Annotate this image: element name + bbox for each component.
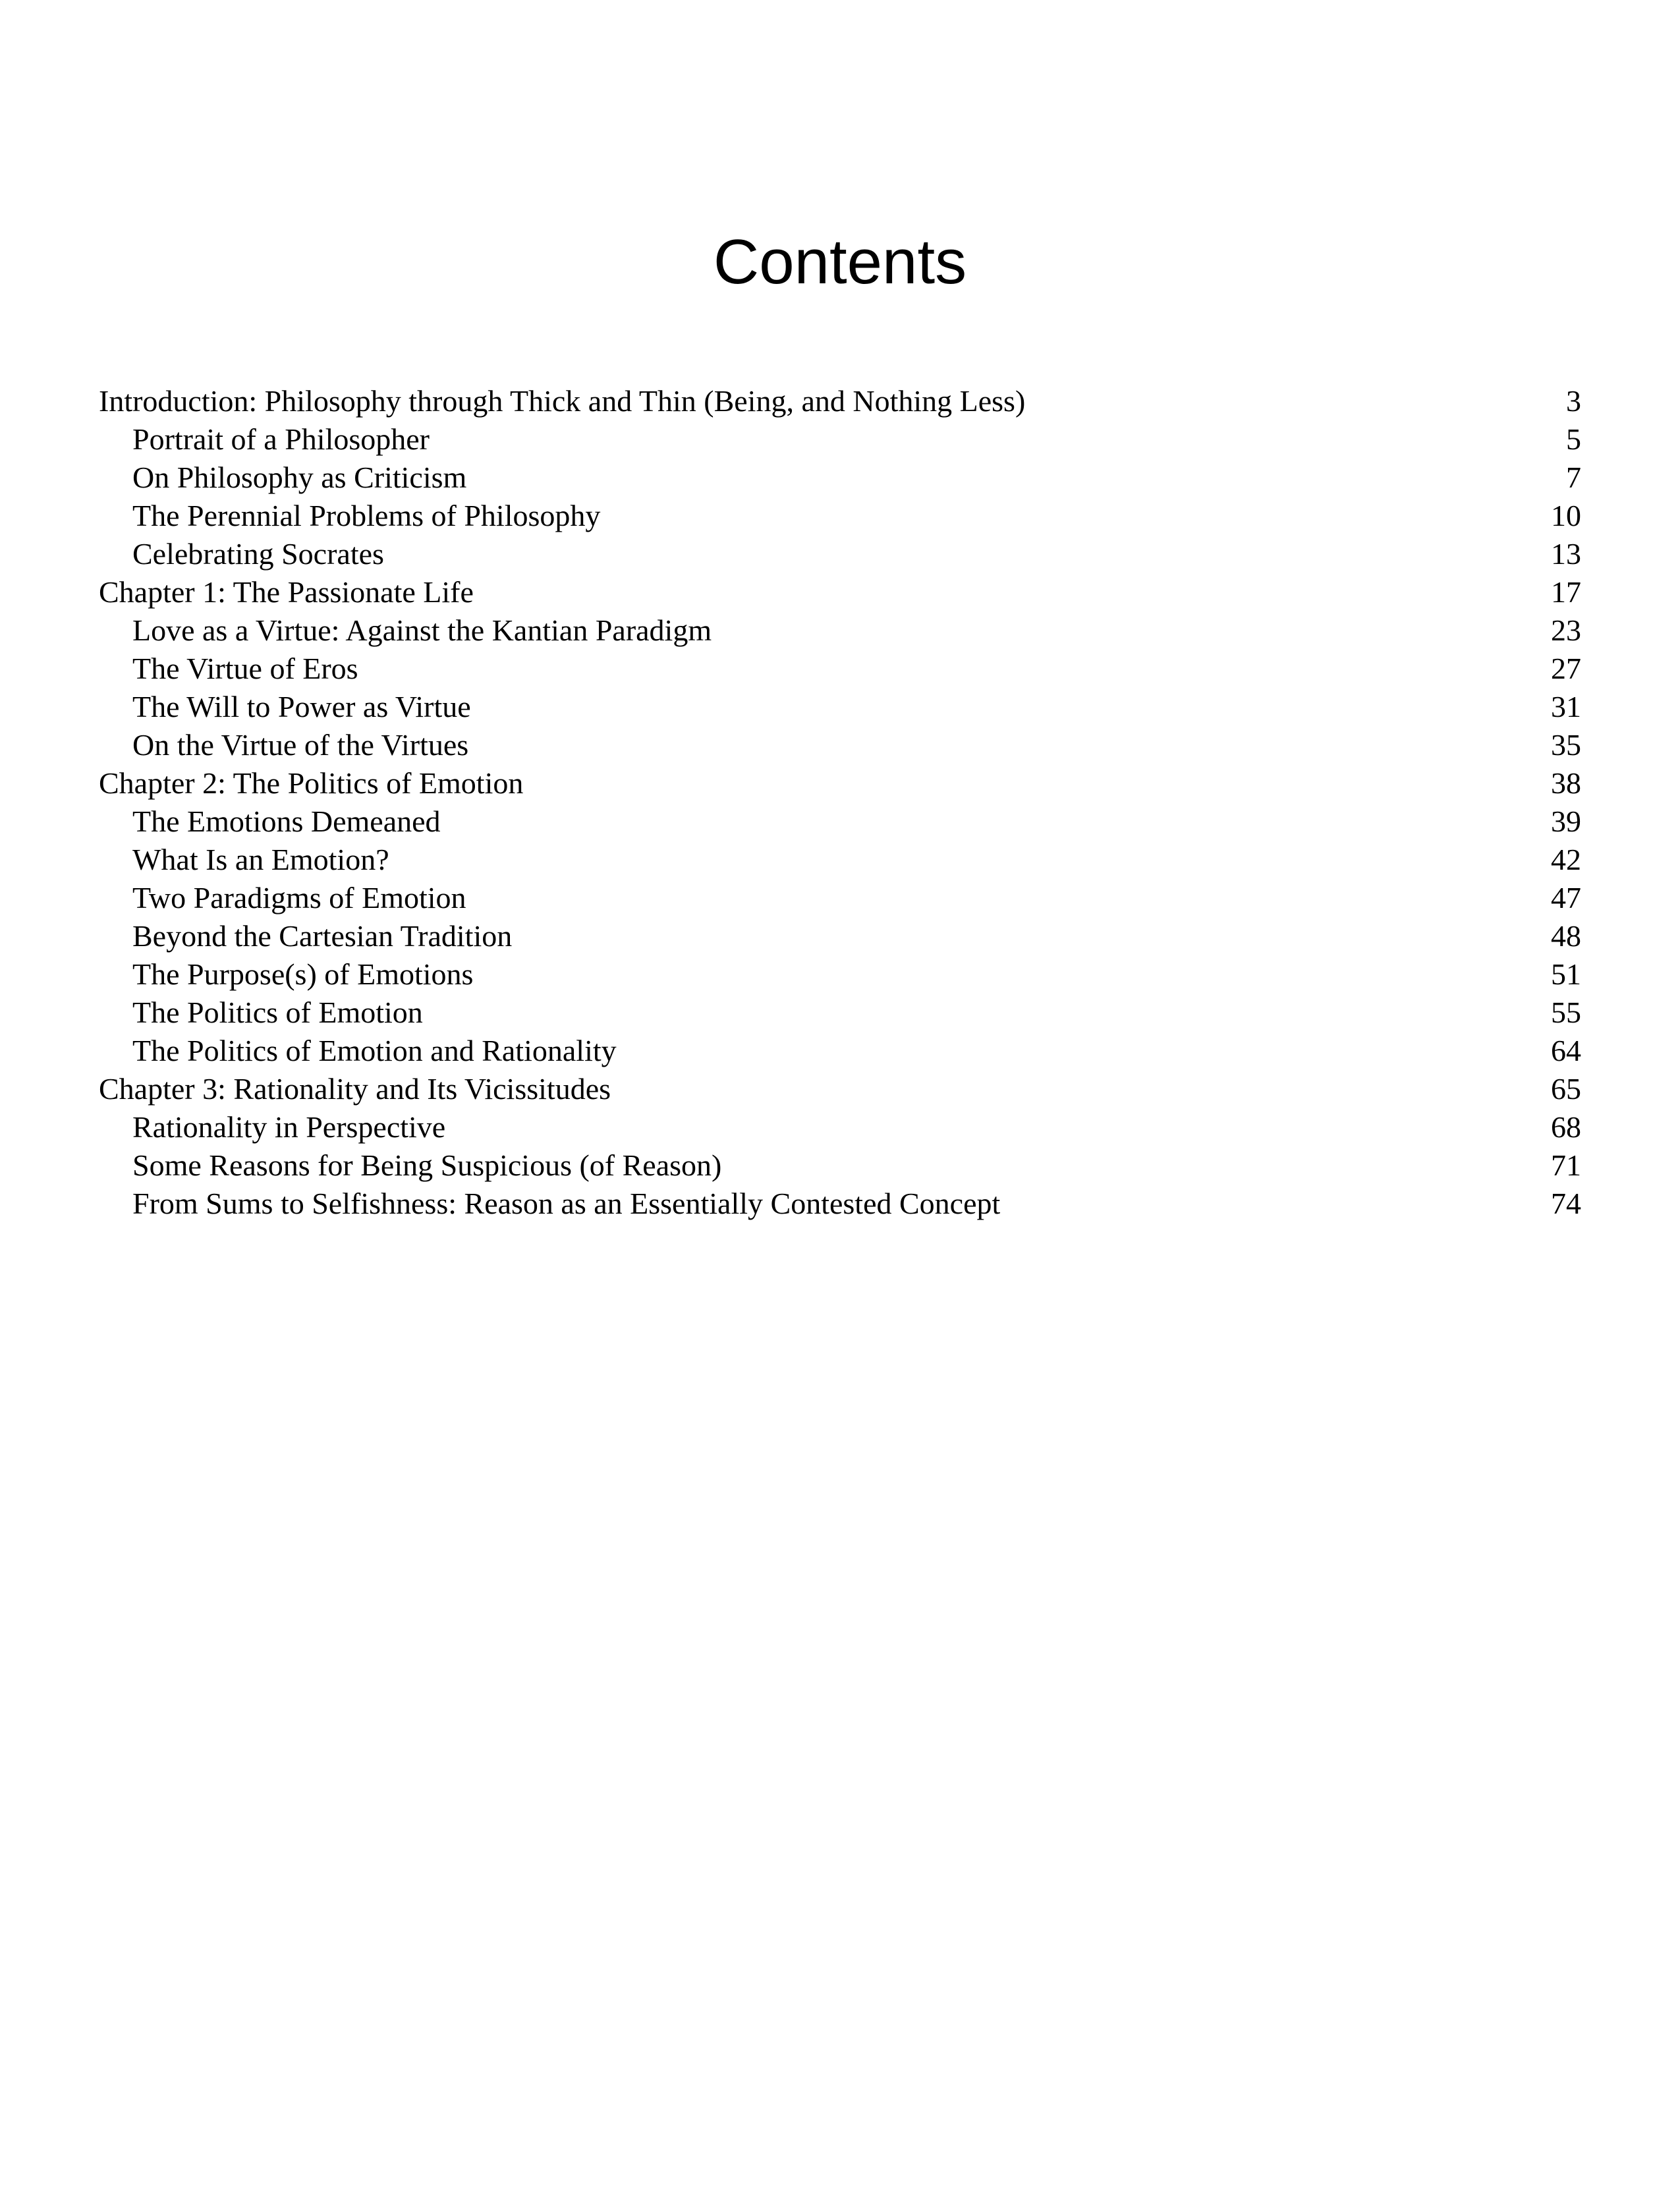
toc-page-number: 71 (1551, 1148, 1581, 1182)
toc-section-entry (99, 802, 1581, 841)
toc-page-number: 64 (1551, 1034, 1581, 1067)
page-title: Contents (713, 227, 967, 297)
toc-entry-label: Chapter 2: The Politics of Emotion (99, 766, 524, 800)
toc-page-number: 3 (1566, 384, 1581, 418)
toc-chapter-entry (99, 1070, 1581, 1108)
toc-page-number: 27 (1551, 652, 1581, 685)
toc-section-entry (99, 917, 1581, 955)
toc-section-entry (99, 726, 1581, 764)
toc-chapter-entry (99, 764, 1581, 802)
toc-entry-label: Introduction: Philosophy through Thick and Thin (Being, and Nothing Less) (99, 384, 1026, 418)
toc-section-entry (99, 955, 1581, 994)
toc-section-entry (99, 1032, 1581, 1070)
toc-entry-label: Beyond the Cartesian Tradition (132, 919, 513, 953)
toc-page-number: 5 (1566, 422, 1581, 456)
toc-section-entry (99, 1108, 1581, 1146)
toc-entry-label: The Politics of Emotion and Rationality (132, 1034, 617, 1067)
toc-page-number: 31 (1551, 690, 1581, 723)
toc-entry-label: Portrait of a Philosopher (132, 422, 430, 456)
toc-entry-label: Chapter 3: Rationality and Its Vicissitudes (99, 1072, 611, 1106)
toc-section-entry (99, 611, 1581, 650)
toc-page-number: 38 (1551, 766, 1581, 800)
toc-entry-label: Rationality in Perspective (132, 1110, 446, 1144)
toc-section-entry (99, 841, 1581, 879)
toc-section-entry (99, 535, 1581, 573)
toc-page-number: 74 (1551, 1187, 1581, 1220)
toc-chapter-entry (99, 573, 1581, 611)
toc-section-entry (99, 420, 1581, 459)
toc-page-number: 23 (1551, 613, 1581, 647)
toc-section-entry (99, 650, 1581, 688)
toc-section-entry (99, 688, 1581, 726)
toc-entry-label: What Is an Emotion? (132, 843, 389, 876)
toc-section-entry (99, 497, 1581, 535)
toc-entry-label: Chapter 1: The Passionate Life (99, 575, 474, 609)
toc-page-number: 13 (1551, 537, 1581, 571)
toc-section-entry (99, 459, 1581, 497)
toc-page-number: 51 (1551, 957, 1581, 991)
toc-entry-label: On Philosophy as Criticism (132, 461, 467, 494)
table-of-contents (99, 382, 1581, 1223)
toc-entry-label: The Perennial Problems of Philosophy (132, 499, 601, 532)
toc-chapter-entry (99, 382, 1581, 420)
toc-page-number: 17 (1551, 575, 1581, 609)
toc-page-number: 55 (1551, 996, 1581, 1029)
toc-section-entry (99, 994, 1581, 1032)
toc-entry-label: The Emotions Demeaned (132, 804, 441, 838)
toc-page-number: 39 (1551, 804, 1581, 838)
toc-entry-label: The Purpose(s) of Emotions (132, 957, 474, 991)
toc-section-entry (99, 879, 1581, 917)
toc-entry-label: The Politics of Emotion (132, 996, 423, 1029)
toc-entry-label: Love as a Virtue: Against the Kantian Paradigm (132, 613, 712, 647)
toc-page-number: 47 (1551, 881, 1581, 914)
toc-entry-label: Two Paradigms of Emotion (132, 881, 466, 914)
toc-page-number: 35 (1551, 728, 1581, 762)
toc-section-entry (99, 1146, 1581, 1185)
toc-entry-label: The Will to Power as Virtue (132, 690, 471, 723)
toc-page-number: 68 (1551, 1110, 1581, 1144)
toc-page-number: 42 (1551, 843, 1581, 876)
toc-entry-label: Celebrating Socrates (132, 537, 384, 571)
toc-page-number: 10 (1551, 499, 1581, 532)
toc-entry-label: On the Virtue of the Virtues (132, 728, 469, 762)
toc-entry-label: From Sums to Selfishness: Reason as an Essentially Contested Concept (132, 1187, 1001, 1220)
toc-page-number: 65 (1551, 1072, 1581, 1106)
toc-section-entry (99, 1185, 1581, 1223)
toc-page-number: 48 (1551, 919, 1581, 953)
toc-entry-label: Some Reasons for Being Suspicious (of Reason) (132, 1148, 722, 1182)
toc-entry-label: The Virtue of Eros (132, 652, 358, 685)
toc-page-number: 7 (1566, 461, 1581, 494)
